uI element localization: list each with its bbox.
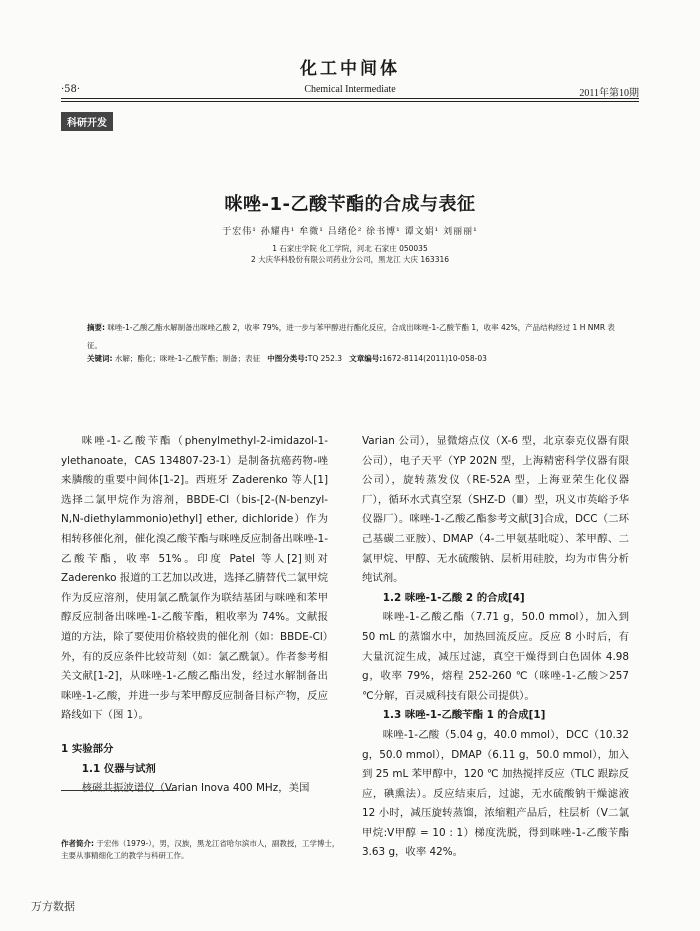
page-number: ·58·	[61, 84, 81, 95]
doc-label: 文章编号:	[349, 354, 383, 363]
section-heading-1-2: 1.2 咪唑-1-乙酸 2 的合成[4]	[382, 591, 525, 604]
footnote-rule	[61, 790, 176, 791]
clc-label: 中图分类号:	[267, 354, 308, 363]
journal-name-en: Chemical Intermediate	[304, 84, 396, 95]
doc-value: 1672-8114(2011)10-058-03	[382, 354, 487, 363]
body-left-column	[61, 432, 328, 799]
section-heading-1-3: 1.3 咪唑-1-乙酸苄酯 1 的合成[1]	[382, 709, 546, 722]
footnote-label: 作者简介:	[61, 839, 94, 848]
section-tag: 科研开发	[61, 112, 113, 131]
watermark: 万方数据	[31, 900, 75, 913]
body-right-column	[362, 432, 629, 863]
abstract	[87, 319, 617, 355]
journal-title: 化工中间体	[300, 59, 400, 79]
section-1-2-paragraph: 咪唑-1-乙酸乙酯（7.71 g，50.0 mmol），加入到 50 mL 的蒸馏水中，加热回流反应。反应 8 小时后，有大量沉淀生成，减压过滤，真空干燥得到白色固体 4.98 g，收率 79%，熔程 252-260 ℃（咪唑-1-乙酸＞257 ℃分解，百灵威科技有限公司提供）。	[362, 611, 629, 702]
keywords-text: 水解；酯化；咪唑-1-乙酸苄酯；制备；表征	[114, 354, 261, 363]
clc-value: TQ 252.3	[307, 354, 343, 363]
abstract-label: 摘要:	[87, 323, 105, 332]
authors: 于宏伟¹ 孙耀冉¹ 牟微¹ 吕绪伦² 徐书博¹ 谭文娟¹ 刘丽丽¹	[222, 227, 478, 237]
section-heading-1-1: 1.1 仪器与试剂	[81, 762, 156, 775]
author-footnote	[61, 838, 341, 862]
instruments-paragraph-start: 核磁共振波谱仪（Varian Inova 400 MHz，美国	[81, 782, 310, 795]
keywords-line	[87, 353, 647, 364]
affiliation-2: 2 大庆华科股份有限公司药业分公司，黑龙江 大庆 163316	[250, 255, 450, 264]
keywords-label: 关键词:	[87, 354, 113, 363]
affiliation-1: 1 石家庄学院 化工学院，河北 石家庄 050035	[272, 244, 428, 253]
footnote-text: 于宏伟（1979-），男，汉族，黑龙江省哈尔滨市人，副教授，工学博士，主要从事精细化工的教学与科研工作。	[61, 839, 340, 860]
section-1-3-paragraph: 咪唑-1-乙酸（5.04 g，40.0 mmol），DCC（10.32 g，50.0 mmol），DMAP（6.11 g，50.0 mmol），加入到 25 mL 苯甲醇中，120 ℃ 加热搅拌反应（TLC 跟踪反应，碘熏法）。反应结束后，过滤，无水硫酸钠干燥滤液 12 小时，减压旋转蒸馏，浓缩粗产品后，柱层析（V二氯甲烷:V甲醇 = 10 : 1）梯度洗脱，得到咪唑-1-乙酸苄酯 3.63 g，收率 42%。	[362, 728, 629, 859]
issue-number: 2011年第10期	[579, 88, 639, 99]
paper-title: 咪唑-1-乙酸苄酯的合成与表征	[224, 194, 476, 215]
header-rule	[61, 98, 639, 99]
instruments-paragraph-cont: Varian 公司），显微熔点仪（X-6 型，北京泰克仪器有限公司），电子天平（YP 202N 型，上海精密科学仪器有限公司），旋转蒸发仪（RE-52A 型，上海亚荣生化仪器厂），循环水式真空泵（SHZ-D（Ⅲ）型，巩义市英峪予华仪器厂）。咪唑-1-乙酸乙酯参考文献[3]合成，DCC（二环己基碳二亚胺）、DMAP（4-二甲氨基吡啶）、苯甲醇、二氯甲烷、甲醇、无水硫酸钠、层析用硅胶，均为市售分析纯试剂。	[362, 435, 629, 585]
header-rule-thin	[61, 101, 639, 102]
intro-paragraph: 咪唑-1-乙酸苄酯（phenylmethyl-2-imidazol-1-ylethanoate，CAS 134807-23-1）是制备抗癌药物-唑来膦酸的重要中间体[1-2]。西班牙 Zaderenko 等人[1]选择二氯甲烷作为溶剂，BBDE-Cl（bis-[2-(N-benzyl-N,N-diethylammonio)ethyl] ether, dichloride）作为相转移催化剂，催化溴乙酸苄酯与咪唑反应制备出咪唑-1-乙酸苄酯，收率 51%。印度 Patel 等人[2]则对 Zaderenko 报道的工艺加以改进，选择乙腈替代二氯甲烷作为反应溶剂，使用氯乙酰氯作为联结基团与咪唑和苯甲醇反应制备出咪唑-1-乙酸苄酯，粗收率为 74%。文献报道的方法，除了要使用价格较贵的催化剂（如：BBDE-Cl）外，有的反应条件比较苛刻（如：氯乙酰氯）。作者参考相关文献[1-2]，从咪唑-1-乙酸乙酯出发，经过水解制备出咪唑-1-乙酸，并进一步与苯甲醇反应制备目标产物，反应路线如下（图 1）。	[61, 435, 328, 722]
section-heading-1: 1 实验部分	[61, 742, 114, 755]
abstract-text: 咪唑-1-乙酸乙酯水解制备出咪唑乙酸 2，收率 79%，进一步与苯甲醇进行酯化反应，合成出咪唑-1-乙酸苄酯 1，收率 42%，产品结构经过 1 H NMR 表征。	[87, 323, 615, 350]
